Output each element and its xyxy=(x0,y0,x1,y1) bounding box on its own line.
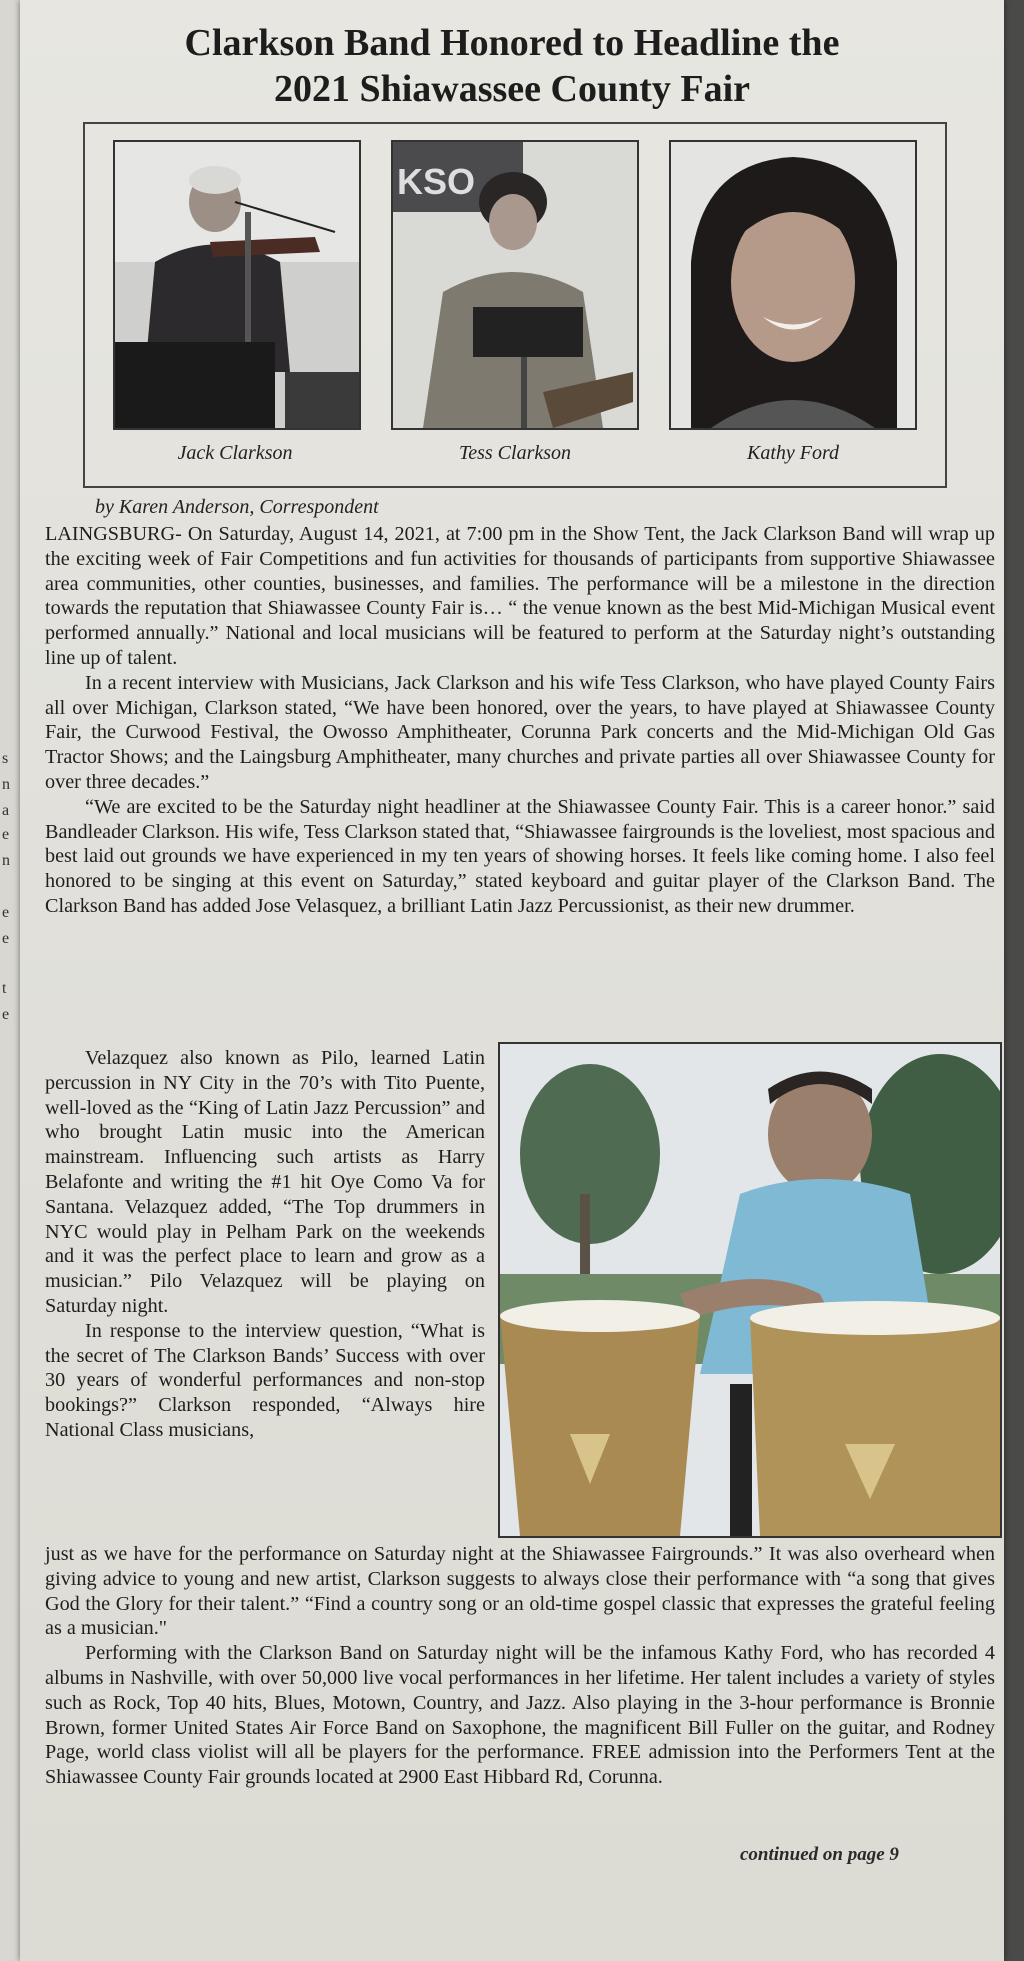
title-line-1: Clarkson Band Honored to Headline the xyxy=(184,22,840,64)
photo-kathy-ford xyxy=(669,140,917,430)
background-sign-text: KSO xyxy=(397,161,476,202)
article-body-top xyxy=(45,522,995,919)
singer-photo xyxy=(393,142,637,428)
margin-letter: e xyxy=(2,930,10,947)
continued-notice: continued on page 9 xyxy=(740,1844,899,1865)
article-body-bottom xyxy=(45,1542,995,1790)
paragraph: In a recent interview with Musicians, Jack Clarkson and his wife Tess Clarkson, who have played County Fairs all over Michigan, Clarkson stated, “We have been honored, over the years, to have played at Shiawassee County Fair, the Curwood Festival, the Owosso Amphitheater, Corunna Park concerts and the Mid-Michigan Old Gas Tractor Shows; and the Laingsburg Amphitheater, many churches and private parties all over Shiawassee County for over three decades.” xyxy=(45,671,995,793)
newspaper-page xyxy=(20,0,1004,1961)
photo-tess-clarkson xyxy=(391,140,639,430)
conga-drummer-photo xyxy=(500,1044,1000,1536)
paragraph: Velazquez also known as Pilo, learned Latin percussion in NY City in the 70’s with Tito Puente, well-loved as the “King of Latin Jazz Percussion” and who brought Latin music into the American mainstream. Influencing such artists as Harry Belafonte and writing the #1 hit Oye Como Va for Santana. Velazquez added, “The Top drummers in NYC would play in Pelham Park on the weekends and it was the perfect place to learn and grow as a musician.” Pilo Velazquez will be playing on Saturday night. xyxy=(45,1047,485,1317)
caption-jack-clarkson: Jack Clarkson xyxy=(177,442,293,464)
violinist-photo xyxy=(115,142,359,428)
margin-letter: s xyxy=(2,750,9,767)
margin-letter: n xyxy=(2,776,10,793)
caption-kathy-ford: Kathy Ford xyxy=(746,442,840,464)
margin-letter: a xyxy=(2,802,10,819)
paragraph: Performing with the Clarkson Band on Saturday night will be the infamous Kathy Ford, who has recorded 4 albums in Nashville, with over 50,000 live vocal performances in her lifetime. Her talent includes a variety of styles such as Rock, Top 40 hits, Blues, Motown, Country, and Jazz. Also playing in the 3-hour performance is Bronnie Brown, former United States Air Force Band on Saxophone, the magnificent Bill Fuller on the guitar, and Rodney Page, world class violist will all be players for the performance. FREE admission into the Performers Tent at the Shiawassee County Fair grounds located at 2900 East Hibbard Rd, Corunna. xyxy=(45,1642,995,1789)
paragraph: just as we have for the performance on Saturday night at the Shiawassee Fairgrounds.” It was also overheard when giving advice to young and new artist, Clarkson suggests to always close their performance with “a song that gives God the Glory for their talent.” “Find a country song or an old-time gospel classic that expresses the grateful feeling as a musician." xyxy=(45,1543,995,1640)
title-line-2: 2021 Shiawassee County Fair xyxy=(273,68,751,110)
paragraph: In response to the interview question, “What is the secret of The Clarkson Bands’ Success with over 30 years of wonderful performances and non-stop bookings?” Clarkson responded, “Always hire National Class musicians, xyxy=(45,1319,485,1441)
margin-letter: e xyxy=(2,826,10,843)
margin-letter: n xyxy=(2,852,10,869)
paragraph: “We are excited to be the Saturday night headliner at the Shiawassee County Fair. This is a career honor.” said Bandleader Clarkson. His wife, Tess Clarkson stated that, “Shiawassee fairgrounds is the loveliest, most spacious and best laid out grounds we have experienced in my ten years of showing horses. It feels like coming home. I also feel honored to be singing at this event on Saturday,” stated keyboard and guitar player of the Clarkson Band. The Clarkson Band has added Jose Velasquez, a brilliant Latin Jazz Percussionist, as their new drummer. xyxy=(45,795,995,917)
portrait-photo xyxy=(671,142,915,428)
photo-jack-clarkson xyxy=(113,140,361,430)
photo-strip xyxy=(83,122,947,488)
margin-letter: e xyxy=(2,1006,10,1023)
caption-tess-clarkson: Tess Clarkson xyxy=(458,442,572,464)
adjacent-page-edge xyxy=(0,0,20,1961)
paragraph: LAINGSBURG- On Saturday, August 14, 2021, at 7:00 pm in the Show Tent, the Jack Clarkson Band will wrap up the exciting week of Fair Competitions and fun activities for thousands of participants from supportive Shiawassee area communities, other counties, businesses, and families. The performance will be a milestone in the direction towards the reputation that Shiawassee County Fair is… “ the venue known as the best Mid-Michigan Musical event performed annually.” National and local musicians will be featured to perform at the Saturday night’s outstanding line up of talent. xyxy=(45,523,995,669)
article-body-left-column xyxy=(45,1046,485,1443)
byline: by Karen Anderson, Correspondent xyxy=(95,496,379,518)
margin-letter: t xyxy=(2,980,7,997)
article-title xyxy=(20,20,1004,112)
photo-pilo-velazquez xyxy=(498,1042,1002,1538)
margin-letter: e xyxy=(2,904,10,921)
